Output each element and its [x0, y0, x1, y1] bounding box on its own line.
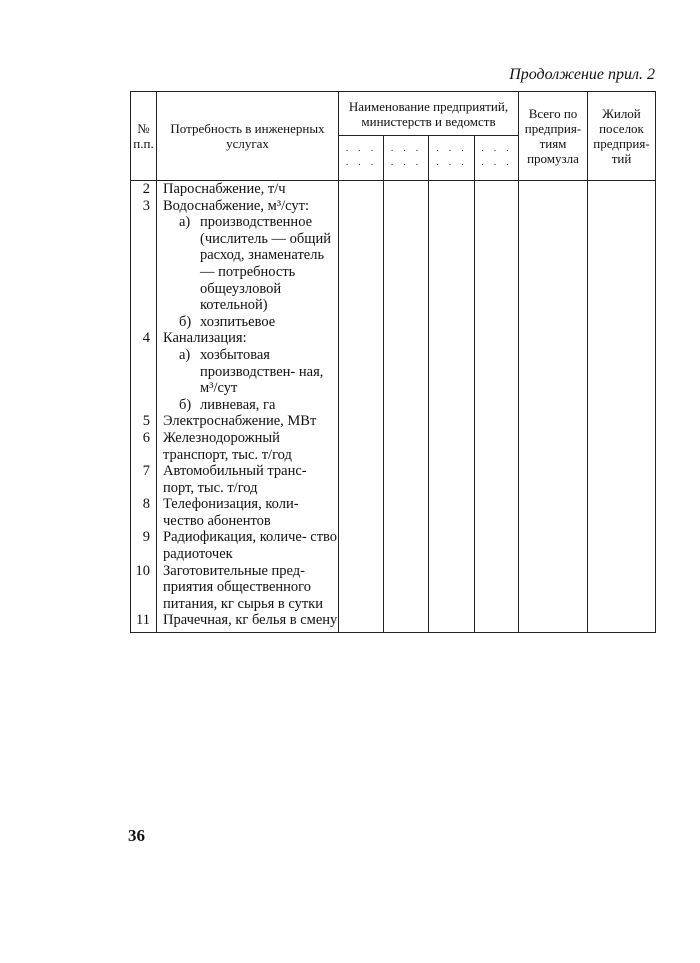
value-cell	[384, 563, 429, 613]
sub-item-text: производственное (числитель — общий расход, знаменатель — потребность общеузловой котельной)	[200, 214, 331, 314]
row-number: 4	[131, 330, 157, 413]
row-label	[157, 612, 339, 632]
table-row	[131, 496, 656, 529]
value-cell	[429, 529, 475, 562]
row-label-text: Электроснабжение, МВт	[163, 413, 317, 430]
value-cell	[519, 181, 588, 198]
sub-item-marker: б)	[179, 313, 192, 330]
row-label	[157, 463, 339, 496]
row-label-text: Водоснабжение, м³/сут:	[163, 197, 310, 214]
row-label	[157, 563, 339, 613]
value-cell	[519, 198, 588, 331]
row-label	[157, 430, 339, 463]
table-row	[131, 563, 656, 613]
row-number: 8	[131, 496, 157, 529]
header-subcol: · · · · · ·	[475, 136, 519, 181]
row-number: 11	[131, 612, 157, 632]
value-cell	[384, 496, 429, 529]
row-label-text: Радиофикация, количе- ство радиоточек	[163, 529, 338, 563]
value-cell	[384, 413, 429, 430]
value-cell	[339, 612, 384, 632]
table-row	[131, 430, 656, 463]
header-subcol: · · · · · ·	[384, 136, 429, 181]
header-subcol: · · · · · ·	[429, 136, 475, 181]
table-row	[131, 413, 656, 430]
row-label-text: Заготовительные пред- приятия общественного питания, кг сырья в сутки	[163, 562, 323, 612]
value-cell	[588, 330, 656, 413]
row-number: 6	[131, 430, 157, 463]
value-cell	[588, 430, 656, 463]
row-label-text: Автомобильный транс- порт, тыс. т/год	[163, 463, 307, 496]
value-cell	[429, 563, 475, 613]
row-label	[157, 181, 339, 198]
value-cell	[339, 463, 384, 496]
table-row	[131, 330, 656, 413]
value-cell	[588, 563, 656, 613]
value-cell	[475, 463, 519, 496]
value-cell	[384, 198, 429, 331]
value-cell	[519, 413, 588, 430]
row-number: 10	[131, 563, 157, 613]
continuation-caption: Продолжение прил. 2	[509, 66, 655, 83]
value-cell	[339, 198, 384, 331]
value-cell	[519, 496, 588, 529]
row-label-text: Канализация:	[163, 330, 247, 347]
value-cell	[475, 430, 519, 463]
value-cell	[339, 330, 384, 413]
header-total: Всего по предприя- тиям промузла	[519, 92, 588, 181]
row-number: 5	[131, 413, 157, 430]
header-need: Потребность в инженерных услугах	[157, 92, 339, 181]
row-label	[157, 413, 339, 430]
value-cell	[429, 330, 475, 413]
value-cell	[339, 413, 384, 430]
value-cell	[384, 430, 429, 463]
value-cell	[429, 430, 475, 463]
value-cell	[475, 529, 519, 562]
value-cell	[429, 181, 475, 198]
value-cell	[475, 330, 519, 413]
value-cell	[429, 463, 475, 496]
value-cell	[429, 413, 475, 430]
sub-item	[163, 214, 338, 314]
value-cell	[384, 330, 429, 413]
header-enterprises: Наименование предприятий, министерств и ведомств	[339, 92, 519, 136]
value-cell	[429, 496, 475, 529]
value-cell	[339, 430, 384, 463]
engineering-services-table	[130, 91, 656, 633]
value-cell	[588, 198, 656, 331]
value-cell	[339, 563, 384, 613]
value-cell	[519, 463, 588, 496]
sub-item-text: хозбытовая производствен- ная, м³/сут	[200, 346, 324, 397]
row-label	[157, 330, 339, 413]
table-row	[131, 181, 656, 198]
value-cell	[429, 612, 475, 632]
sub-item-marker: б)	[179, 396, 192, 413]
value-cell	[475, 612, 519, 632]
value-cell	[588, 181, 656, 198]
value-cell	[519, 612, 588, 632]
value-cell	[384, 529, 429, 562]
value-cell	[339, 496, 384, 529]
value-cell	[475, 563, 519, 613]
value-cell	[519, 529, 588, 562]
value-cell	[588, 413, 656, 430]
value-cell	[588, 463, 656, 496]
sub-item-text: ливневая, га	[200, 396, 276, 413]
table-row	[131, 198, 656, 331]
value-cell	[519, 430, 588, 463]
sub-item	[163, 397, 338, 414]
row-number: 3	[131, 198, 157, 331]
row-number: 9	[131, 529, 157, 562]
row-number: 2	[131, 181, 157, 198]
row-label	[157, 496, 339, 529]
sub-item-marker: а)	[179, 346, 191, 363]
value-cell	[519, 330, 588, 413]
row-label-text: Телефонизация, коли- чество абонентов	[163, 496, 299, 529]
table-row	[131, 529, 656, 562]
row-label-text: Пароснабжение, т/ч	[163, 181, 286, 197]
value-cell	[384, 463, 429, 496]
value-cell	[588, 529, 656, 562]
value-cell	[475, 181, 519, 198]
sub-item-text: хозпитьевое	[200, 313, 276, 330]
row-number: 7	[131, 463, 157, 496]
row-label	[157, 198, 339, 331]
sub-item	[163, 347, 338, 397]
value-cell	[519, 563, 588, 613]
row-label	[157, 529, 339, 562]
sub-item-marker: а)	[179, 214, 191, 231]
value-cell	[384, 612, 429, 632]
value-cell	[475, 198, 519, 331]
row-label-text: Железнодорожный транспорт, тыс. т/год	[163, 429, 292, 463]
header-number: № п.п.	[131, 92, 157, 181]
value-cell	[384, 181, 429, 198]
value-cell	[588, 612, 656, 632]
table-row	[131, 612, 656, 632]
header-village: Жилой поселок предприя- тий	[588, 92, 656, 181]
value-cell	[429, 198, 475, 331]
value-cell	[339, 529, 384, 562]
row-label-text: Прачечная, кг белья в смену	[163, 612, 338, 629]
value-cell	[339, 181, 384, 198]
value-cell	[475, 413, 519, 430]
value-cell	[475, 496, 519, 529]
header-subcol: · · · · · ·	[339, 136, 384, 181]
page-number: 36	[128, 826, 145, 845]
value-cell	[588, 496, 656, 529]
sub-item	[163, 314, 338, 331]
table-row	[131, 463, 656, 496]
